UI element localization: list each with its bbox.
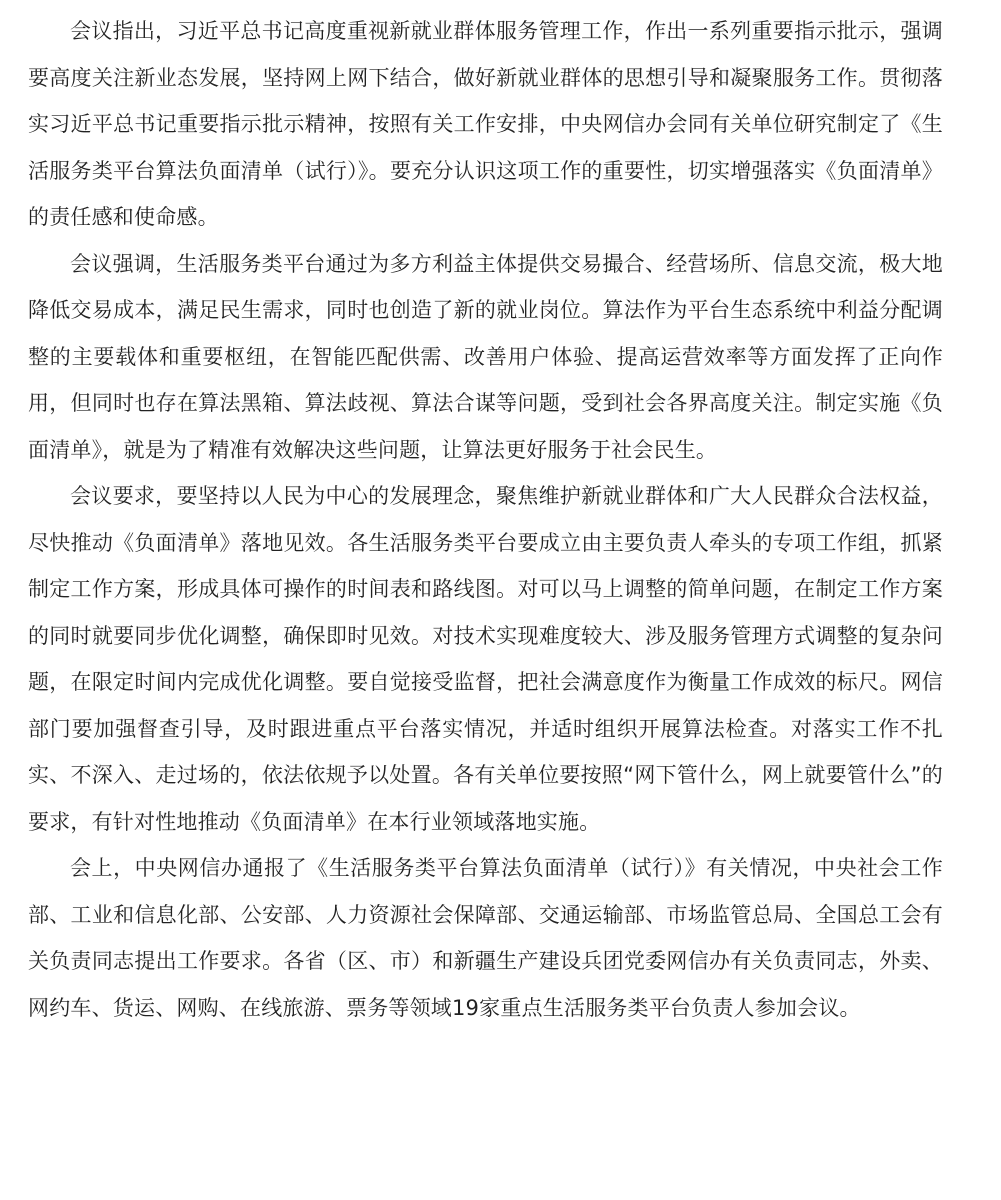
paragraph-3: 会议要求，要坚持以人民为中心的发展理念，聚焦维护新就业群体和广大人民群众合法权益，尽快推动《负面清单》落地见效。各生活服务类平台要成立由主要负责人牵头的专项工作组，抓紧制定工作方案，形成具体可操作的时间表和路线图。对可以马上调整的简单问题，在制定工作方案的同时就要同步优化调整，确保即时见效。对技术实现难度较大、涉及服务管理方式调整的复杂问题，在限定时间内完成优化调整。要自觉接受监督，把社会满意度作为衡量工作成效的标尺。网信部门要加强督查引导，及时跟进重点平台落实情况，并适时组织开展算法检查。对落实工作不扎实、不深入、走过场的，依法依规予以处置。各有关单位要按照“网下管什么，网上就要管什么”的要求，有针对性地推动《负面清单》在本行业领域落地实施。 [28, 484, 943, 834]
paragraph-2: 会议强调，生活服务类平台通过为多方利益主体提供交易撮合、经营场所、信息交流，极大地降低交易成本，满足民生需求，同时也创造了新的就业岗位。算法作为平台生态系统中利益分配调整的主要载体和重要枢纽，在智能匹配供需、改善用户体验、提高运营效率等方面发挥了正向作用，但同时也存在算法黑箱、算法歧视、算法合谋等问题，受到社会各界高度关注。制定实施《负面清单》，就是为了精准有效解决这些问题，让算法更好服务于社会民生。 [28, 251, 943, 462]
paragraph-1: 会议指出，习近平总书记高度重视新就业群体服务管理工作，作出一系列重要指示批示，强调要高度关注新业态发展，坚持网上网下结合，做好新就业群体的思想引导和凝聚服务工作。贯彻落实习近平总书记重要指示批示精神，按照有关工作安排，中央网信办会同有关单位研究制定了《生活服务类平台算法负面清单（试行）》。要充分认识这项工作的重要性，切实增强落实《负面清单》的责任感和使命感。 [28, 19, 943, 229]
paragraph-4: 会上，中央网信办通报了《生活服务类平台算法负面清单（试行）》有关情况，中央社会工作部、工业和信息化部、公安部、人力资源社会保障部、交通运输部、市场监管总局、全国总工会有关负责同志提出工作要求。各省（区、市）和新疆生产建设兵团党委网信办有关负责同志，外卖、网约车、货运、网购、在线旅游、票务等领域19家重点生活服务类平台负责人参加会议。 [28, 856, 943, 1020]
